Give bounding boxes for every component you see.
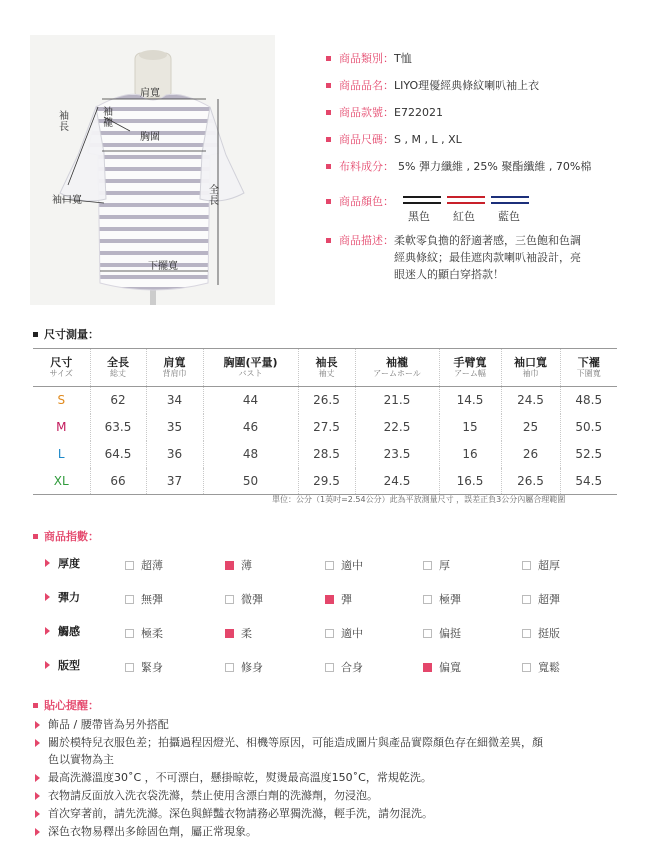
measure-cell: 37 — [146, 468, 203, 495]
color-swatch-black[interactable] — [403, 196, 441, 206]
measure-cell: 22.5 — [355, 414, 439, 441]
header-cell — [355, 349, 439, 387]
category-value: T恤 — [394, 52, 412, 65]
measure-cell: 26.5 — [501, 468, 560, 495]
tip-text — [48, 734, 543, 768]
index-option — [423, 557, 450, 573]
header-jp: アーム幅 — [454, 369, 486, 378]
bullet-square-icon — [326, 110, 331, 115]
unit-note: 單位：公分（1英吋=2.54公分）此為平放測量尺寸 ，誤差正負3公分內屬合理範圍 — [272, 495, 566, 504]
measure-cell: 16 — [439, 441, 501, 468]
header-jp: アームホール — [373, 369, 421, 378]
header-zh: 尺寸 — [50, 356, 73, 369]
index-label: 版型 — [58, 659, 80, 672]
measure-cell: 28.5 — [298, 441, 355, 468]
unchecked-box-icon — [423, 561, 432, 570]
header-cell — [501, 349, 560, 387]
index-row — [45, 622, 635, 640]
header-zh: 全長 — [107, 356, 129, 369]
unchecked-box-icon — [522, 663, 531, 672]
measure-cell: 16.5 — [439, 468, 501, 495]
full-length-label: 全長 — [209, 185, 219, 207]
index-option-label: 合身 — [341, 661, 363, 674]
header-cell — [90, 349, 146, 387]
description-label: 商品描述： — [339, 234, 394, 247]
unchecked-box-icon — [225, 663, 234, 672]
index-option-label: 挺版 — [538, 627, 560, 640]
size-label: 商品尺碼： — [339, 133, 394, 146]
bullet-square-icon — [33, 534, 38, 539]
index-section-title — [33, 528, 99, 544]
unchecked-box-icon — [125, 561, 134, 570]
size-value: S , M , L , XL — [394, 133, 462, 146]
checked-box-icon — [225, 561, 234, 570]
header-jp: 総丈 — [110, 369, 126, 378]
unchecked-box-icon — [125, 629, 134, 638]
index-option-label: 微彈 — [241, 593, 263, 606]
index-option-label: 超厚 — [538, 559, 560, 572]
size-cell: XL — [33, 468, 90, 495]
size-row-m — [33, 414, 617, 441]
index-option-label: 柔 — [241, 627, 252, 640]
header-jp: 下圍寬 — [576, 369, 601, 378]
color-swatch-blue[interactable] — [491, 196, 529, 206]
index-option — [522, 591, 560, 607]
triangle-bullet-icon — [35, 810, 40, 818]
measure-cell: 36 — [146, 441, 203, 468]
triangle-bullet-icon — [45, 559, 50, 567]
measure-cell: 66 — [90, 468, 146, 495]
description-value — [394, 232, 626, 283]
index-label: 厚度 — [58, 557, 80, 570]
unchecked-box-icon — [325, 629, 334, 638]
swatch-stripe — [447, 202, 485, 204]
index-row — [45, 554, 635, 572]
tip-line: 首次穿著前，請先洗滌。深色與鮮豔衣物請務必單獨洗滌，輕手洗，請勿混洗。 — [48, 807, 433, 820]
checked-box-icon — [325, 595, 334, 604]
index-option — [225, 557, 252, 573]
bullet-square-icon — [33, 703, 38, 708]
tip-line: 飾品 / 腰帶皆為另外搭配 — [48, 718, 169, 731]
unchecked-box-icon — [423, 629, 432, 638]
shoulder-width-label: 肩寬 — [140, 88, 160, 99]
tip-item — [35, 805, 630, 822]
measure-cell: 48 — [203, 441, 298, 468]
armhole-label: 袖襱 — [103, 107, 113, 129]
size-table — [33, 348, 617, 495]
tip-line: 關於模特兒衣服色差；拍攝過程因燈光、相機等原因，可能造成圖片與產品實際顏色存在細微差異，顏 — [48, 736, 543, 749]
index-option — [225, 625, 252, 641]
measure-cell: 29.5 — [298, 468, 355, 495]
description-line: 柔軟零負擔的舒適著感，三色飽和色調 — [394, 234, 581, 247]
bullet-square-icon — [33, 332, 38, 337]
measure-cell: 50 — [203, 468, 298, 495]
swatch-stripe — [447, 196, 485, 198]
header-cell — [560, 349, 617, 387]
index-option — [522, 659, 560, 675]
tip-item — [35, 823, 630, 840]
code-value: E722021 — [394, 106, 443, 119]
unchecked-box-icon — [522, 629, 531, 638]
material-value: 5% 彈力纖維 , 25% 聚酯纖維 , 70%棉 — [398, 160, 592, 173]
tip-item — [35, 787, 630, 804]
swatch-stripe — [491, 202, 529, 204]
index-option — [423, 659, 461, 675]
header-jp: サイズ — [49, 369, 73, 378]
header-cell — [298, 349, 355, 387]
info-material — [323, 158, 591, 175]
index-option — [325, 557, 363, 573]
size-section-title-text: 尺寸測量： — [44, 328, 99, 341]
color-label: 商品顏色： — [339, 195, 394, 208]
measure-cell: 23.5 — [355, 441, 439, 468]
color-swatch-red[interactable] — [447, 196, 485, 206]
bullet-square-icon — [326, 164, 331, 169]
measure-cell: 46 — [203, 414, 298, 441]
description-line: 經典條紋；最佳遮肉款喇叭袖設計，亮 — [394, 251, 581, 264]
header-zh: 下襬 — [577, 356, 600, 369]
index-option — [225, 591, 263, 607]
header-zh: 胸圍(平量) — [223, 356, 278, 369]
bullet-square-icon — [326, 56, 331, 61]
tip-item — [35, 734, 630, 768]
header-jp: バスト — [238, 369, 263, 378]
index-row — [45, 588, 635, 606]
measure-cell: 34 — [146, 387, 203, 414]
measure-cell: 21.5 — [355, 387, 439, 414]
size-table-header-row — [33, 349, 617, 387]
product-measurement-image — [30, 35, 275, 305]
tip-line: 色以實物為主 — [48, 753, 114, 766]
header-cell — [439, 349, 501, 387]
unchecked-box-icon — [325, 663, 334, 672]
unchecked-box-icon — [522, 561, 531, 570]
tip-text — [48, 805, 433, 822]
measure-cell: 44 — [203, 387, 298, 414]
size-section-title — [33, 326, 99, 342]
index-label: 觸感 — [58, 625, 80, 638]
triangle-bullet-icon — [45, 661, 50, 669]
index-label: 彈力 — [58, 591, 80, 604]
index-row — [45, 656, 635, 674]
header-jp: 背肩巾 — [162, 369, 187, 378]
index-option-label: 修身 — [241, 661, 263, 674]
cuff-width-label: 袖口寬 — [52, 195, 82, 206]
tip-text — [48, 716, 169, 733]
unchecked-box-icon — [125, 595, 134, 604]
size-row-l — [33, 441, 617, 468]
tip-line: 最高洗滌溫度30˚C ，不可漂白，懸掛晾乾，熨燙最高溫度150˚C，常規乾洗。 — [48, 771, 432, 784]
unchecked-box-icon — [325, 561, 334, 570]
unchecked-box-icon — [125, 663, 134, 672]
measure-cell: 35 — [146, 414, 203, 441]
measure-cell: 25 — [501, 414, 560, 441]
measure-cell: 62 — [90, 387, 146, 414]
unchecked-box-icon — [522, 595, 531, 604]
swatch-stripe — [491, 196, 529, 198]
chest-label: 胸圍 — [140, 132, 160, 143]
tip-line: 衣物請反面放入洗衣袋洗滌，禁止使用含漂白劑的洗滌劑，勿浸泡。 — [48, 789, 378, 802]
header-zh: 袖口寬 — [514, 356, 547, 369]
index-option-label: 極柔 — [141, 627, 163, 640]
triangle-bullet-icon — [35, 828, 40, 836]
measure-cell: 14.5 — [439, 387, 501, 414]
triangle-bullet-icon — [45, 593, 50, 601]
index-option-label: 寬鬆 — [538, 661, 560, 674]
index-option — [125, 557, 163, 573]
header-zh: 袖襱 — [386, 356, 408, 369]
index-option-label: 超彈 — [538, 593, 560, 606]
index-option-label: 彈 — [341, 593, 352, 606]
measure-cell: 50.5 — [575, 420, 603, 434]
header-jp: 袖巾 — [522, 369, 539, 378]
index-option — [325, 659, 363, 675]
bullet-square-icon — [326, 238, 331, 243]
triangle-bullet-icon — [45, 627, 50, 635]
tip-item — [35, 769, 630, 786]
header-cell — [33, 349, 90, 387]
hem-width-label: 下擺寬 — [148, 261, 178, 272]
index-option-label: 極彈 — [439, 593, 461, 606]
color-name-red: 紅色 — [453, 210, 475, 223]
index-option — [325, 625, 363, 641]
bullet-square-icon — [326, 83, 331, 88]
index-option-label: 適中 — [341, 559, 363, 572]
info-colors — [323, 193, 394, 210]
header-zh: 肩寬 — [163, 356, 186, 369]
size-cell: L — [33, 441, 90, 468]
index-section-title-text: 商品指數： — [44, 530, 99, 543]
info-code — [323, 104, 443, 121]
tip-line: 深色衣物易釋出多餘固色劑，屬正常現象。 — [48, 825, 257, 838]
measure-cell: 64.5 — [90, 441, 146, 468]
index-option-label: 超薄 — [141, 559, 163, 572]
index-option — [125, 625, 163, 641]
info-name — [323, 77, 539, 94]
triangle-bullet-icon — [35, 774, 40, 782]
info-sizes — [323, 131, 462, 148]
index-option — [225, 659, 263, 675]
index-option — [423, 625, 461, 641]
index-option-label: 無彈 — [141, 593, 163, 606]
info-description — [323, 232, 626, 283]
unchecked-box-icon — [423, 595, 432, 604]
index-option-label: 適中 — [341, 627, 363, 640]
index-option-label: 偏寬 — [439, 661, 461, 674]
index-option — [522, 625, 560, 641]
index-option-label: 厚 — [439, 559, 450, 572]
index-option-label: 緊身 — [141, 661, 163, 674]
index-option — [423, 591, 461, 607]
index-option-label: 薄 — [241, 559, 252, 572]
header-zh: 手臂寬 — [453, 356, 487, 369]
info-category — [323, 50, 412, 67]
tip-text — [48, 823, 257, 840]
bullet-square-icon — [326, 137, 331, 142]
swatch-stripe — [403, 202, 441, 204]
color-name-blue: 藍色 — [498, 210, 520, 223]
checked-box-icon — [225, 629, 234, 638]
tip-item — [35, 716, 630, 733]
category-label: 商品類別： — [339, 52, 394, 65]
triangle-bullet-icon — [35, 721, 40, 729]
name-label: 商品品名： — [339, 79, 394, 92]
index-option-label: 偏挺 — [439, 627, 461, 640]
measure-cell: 26.5 — [298, 387, 355, 414]
measure-cell: 52.5 — [575, 447, 603, 461]
size-row-xl — [33, 468, 617, 495]
header-cell — [203, 349, 298, 387]
size-row-s — [33, 387, 617, 414]
triangle-bullet-icon — [35, 792, 40, 800]
measure-cell: 24.5 — [355, 468, 439, 495]
index-option — [325, 591, 352, 607]
measure-cell: 63.5 — [90, 414, 146, 441]
measure-cell: 54.5 — [560, 468, 617, 495]
color-name-black: 黑色 — [408, 210, 430, 223]
index-option — [125, 591, 163, 607]
size-cell: M — [33, 414, 90, 441]
unchecked-box-icon — [225, 595, 234, 604]
header-cell — [146, 349, 203, 387]
measure-cell: 15 — [439, 414, 501, 441]
index-option — [522, 557, 560, 573]
triangle-bullet-icon — [35, 739, 40, 747]
measure-cell: 26 — [501, 441, 560, 468]
header-zh: 袖長 — [315, 356, 338, 369]
bullet-square-icon — [326, 199, 331, 204]
code-label: 商品款號： — [339, 106, 394, 119]
tip-text — [48, 787, 378, 804]
checked-box-icon — [423, 663, 432, 672]
size-cell: S — [33, 387, 90, 414]
name-value: LIYO理優經典條紋喇叭袖上衣 — [394, 79, 540, 92]
swatch-stripe — [403, 196, 441, 198]
header-jp: 袖丈 — [318, 369, 335, 378]
tips-section-title — [33, 697, 99, 713]
measure-cell: 48.5 — [575, 393, 603, 408]
measure-cell: 27.5 — [298, 414, 355, 441]
description-line: 眼迷人的顯白穿搭款！ — [394, 268, 504, 281]
material-label: 布料成分： — [339, 160, 394, 173]
tips-section-title-text: 貼心提醒： — [44, 699, 99, 712]
measure-cell: 24.5 — [501, 387, 560, 414]
tip-text — [48, 769, 432, 786]
index-option — [125, 659, 163, 675]
sleeve-length-label: 袖長 — [59, 111, 69, 133]
